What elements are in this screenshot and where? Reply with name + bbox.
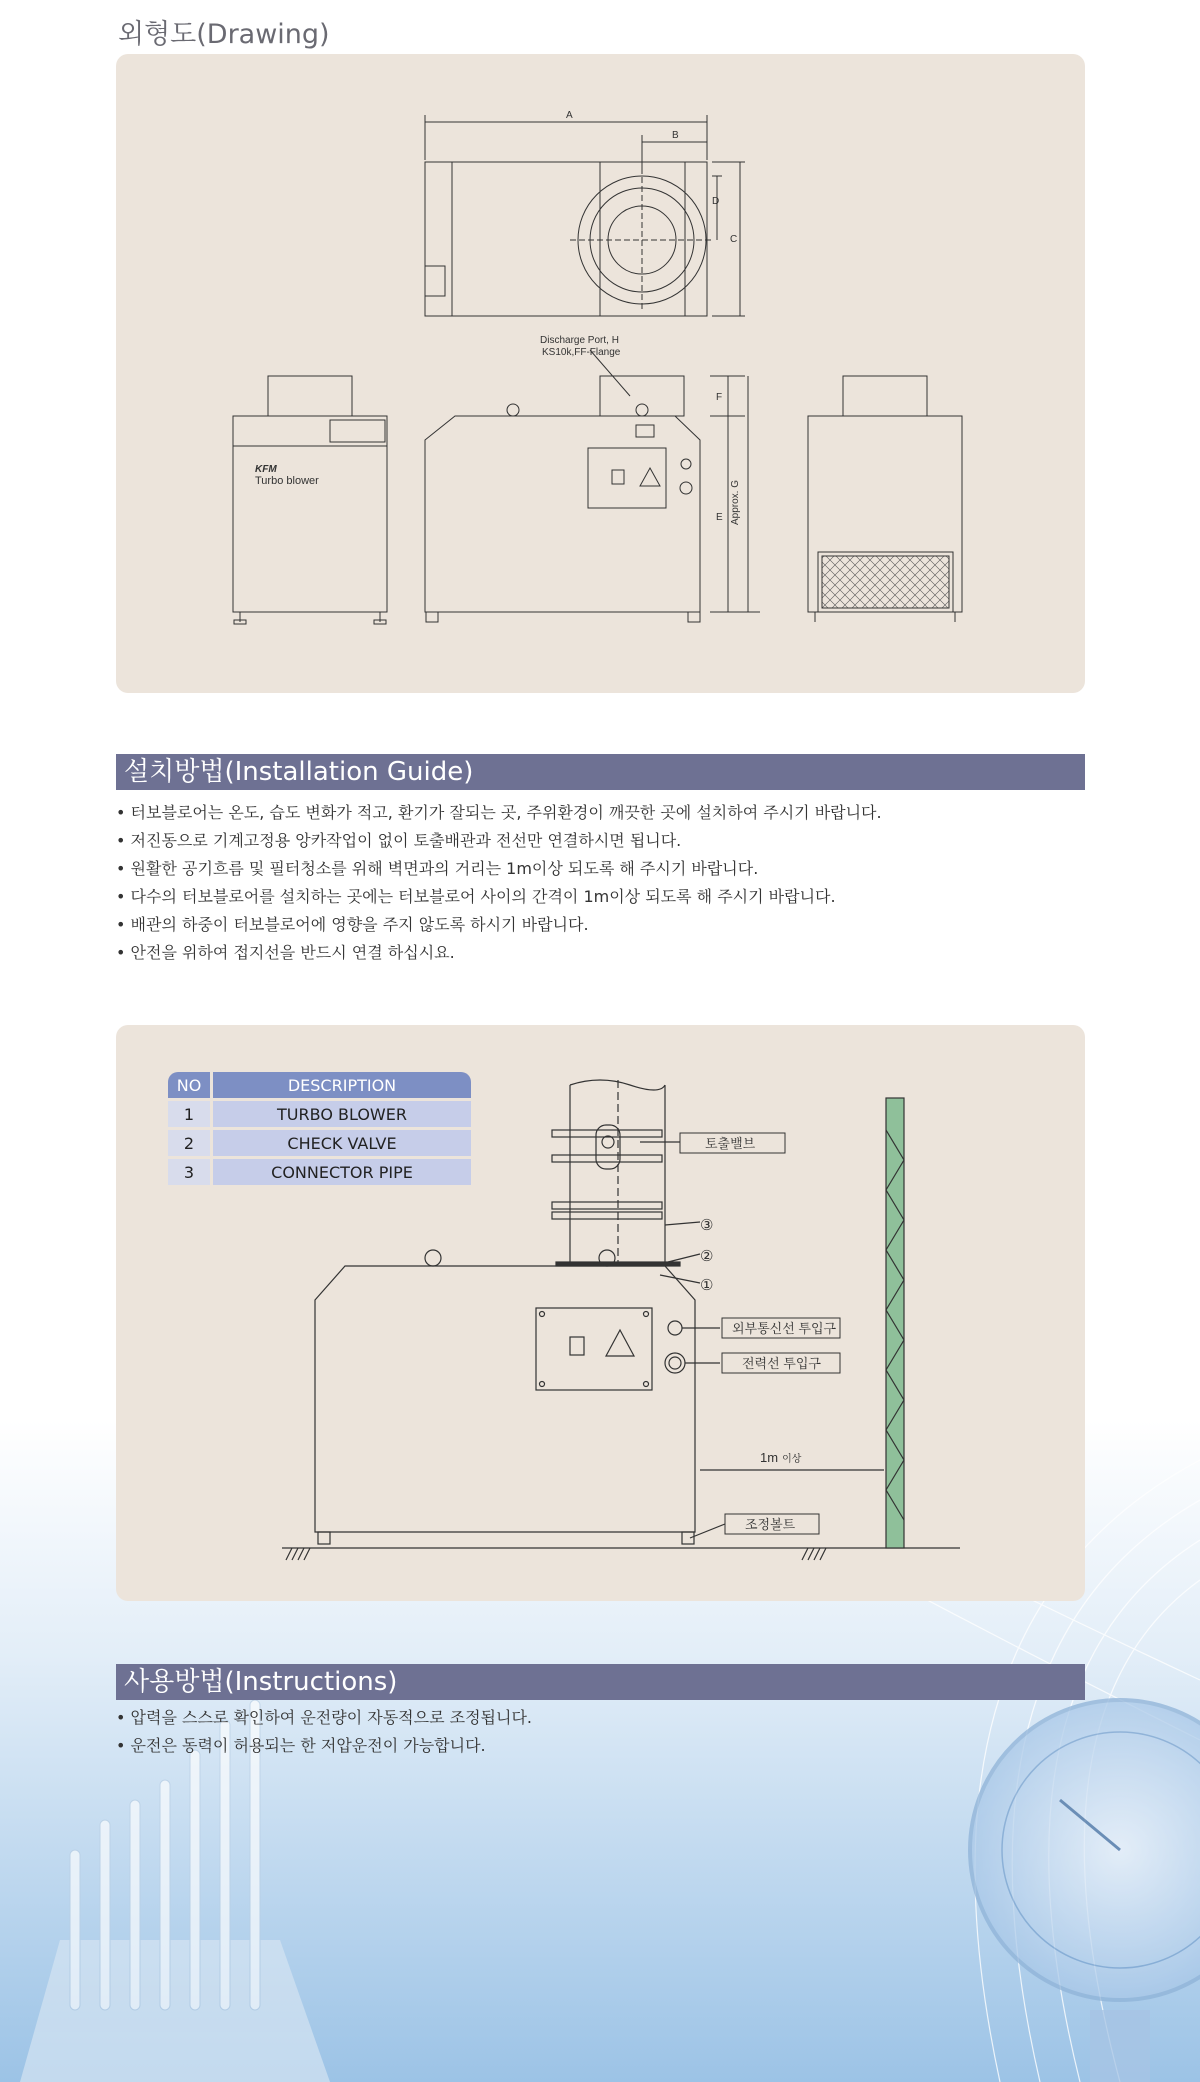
- power-port-label: 전력선 투입구: [742, 1356, 821, 1371]
- table-cell-description: CHECK VALVE: [213, 1130, 471, 1156]
- valve-label: 토출밸브: [705, 1136, 756, 1151]
- installation-drawing: [0, 1025, 1200, 1625]
- installation-list: [116, 799, 882, 967]
- installation-title-bar: 설치방법(Installation Guide): [116, 754, 1085, 790]
- table-cell-description: CONNECTOR PIPE: [213, 1159, 471, 1185]
- side-view-panel: [588, 448, 666, 508]
- brand-logo-text: KFM: [255, 464, 277, 475]
- dim-label-approx-g: Approx. G: [730, 479, 741, 525]
- dim-label-b: B: [672, 130, 679, 141]
- dim-label-d: D: [712, 196, 720, 207]
- callout-1: ①: [700, 1277, 714, 1294]
- discharge-label-1: Discharge Port, H: [540, 335, 619, 346]
- instruction-item: • 운전은 동력이 허용되는 한 저압운전이 가능합니다.: [116, 1732, 532, 1760]
- installation-item: • 터보블로어는 온도, 습도 변화가 적고, 환기가 잘되는 곳, 주위환경이 깨끗한 곳에 설치하여 주시기 바랍니다.: [116, 799, 882, 827]
- dim-label-e: E: [716, 512, 723, 523]
- table-cell-no: 3: [168, 1159, 210, 1185]
- table-header-description: DESCRIPTION: [213, 1072, 471, 1098]
- table-cell-description: TURBO BLOWER: [213, 1101, 471, 1127]
- distance-label: [760, 1450, 802, 1465]
- dim-label-f: F: [716, 392, 723, 403]
- control-panel: [536, 1308, 652, 1390]
- comm-port: [668, 1321, 682, 1335]
- dimension-drawing: [0, 0, 1200, 700]
- bolt-label: 조정볼트: [745, 1517, 796, 1532]
- instruction-item: • 압력을 스스로 확인하여 운전량이 자동적으로 조정됩니다.: [116, 1704, 532, 1732]
- instructions-list: [116, 1704, 532, 1760]
- table-header-no: NO: [168, 1072, 210, 1098]
- installation-item: • 다수의 터보블로어를 설치하는 곳에는 터보블로어 사이의 간격이 1m이상 되도록 해 주시기 바랍니다.: [116, 883, 882, 911]
- power-port: [665, 1353, 685, 1373]
- dim-label-c: C: [730, 234, 738, 245]
- discharge-label-2: KS10k,FF-Flange: [542, 347, 621, 358]
- side-view-body: [425, 416, 700, 612]
- dim-label-a: A: [566, 110, 573, 121]
- installation-item: • 배관의 하중이 터보블로어에 영향을 주지 않도록 하시기 바랍니다.: [116, 911, 882, 939]
- installation-item: • 안전을 위하여 접지선을 반드시 연결 하십시요.: [116, 939, 882, 967]
- drawing-title: 외형도(Drawing): [118, 19, 330, 50]
- distance-number: 1m: [760, 1450, 779, 1465]
- distance-suffix: 이상: [782, 1454, 802, 1465]
- table-cell-no: 1: [168, 1101, 210, 1127]
- instructions-title-bar: 사용방법(Instructions): [116, 1664, 1085, 1700]
- table-cell-no: 2: [168, 1130, 210, 1156]
- installation-item: • 저진동으로 기계고정용 앙카작업이 없이 토출배관과 전선만 연결하시면 됩니다.: [116, 827, 882, 855]
- product-label: Turbo blower: [255, 475, 319, 487]
- installation-item: • 원활한 공기흐름 및 필터청소를 위해 벽면과의 거리는 1m이상 되도록 해 주시기 바랍니다.: [116, 855, 882, 883]
- top-view-body: [425, 162, 707, 316]
- comm-port-label: 외부통신선 투입구: [732, 1321, 837, 1336]
- blower-body: [315, 1266, 695, 1532]
- front-view-body: [233, 416, 387, 612]
- callout-2: ②: [700, 1248, 714, 1265]
- callout-3: ③: [700, 1217, 714, 1234]
